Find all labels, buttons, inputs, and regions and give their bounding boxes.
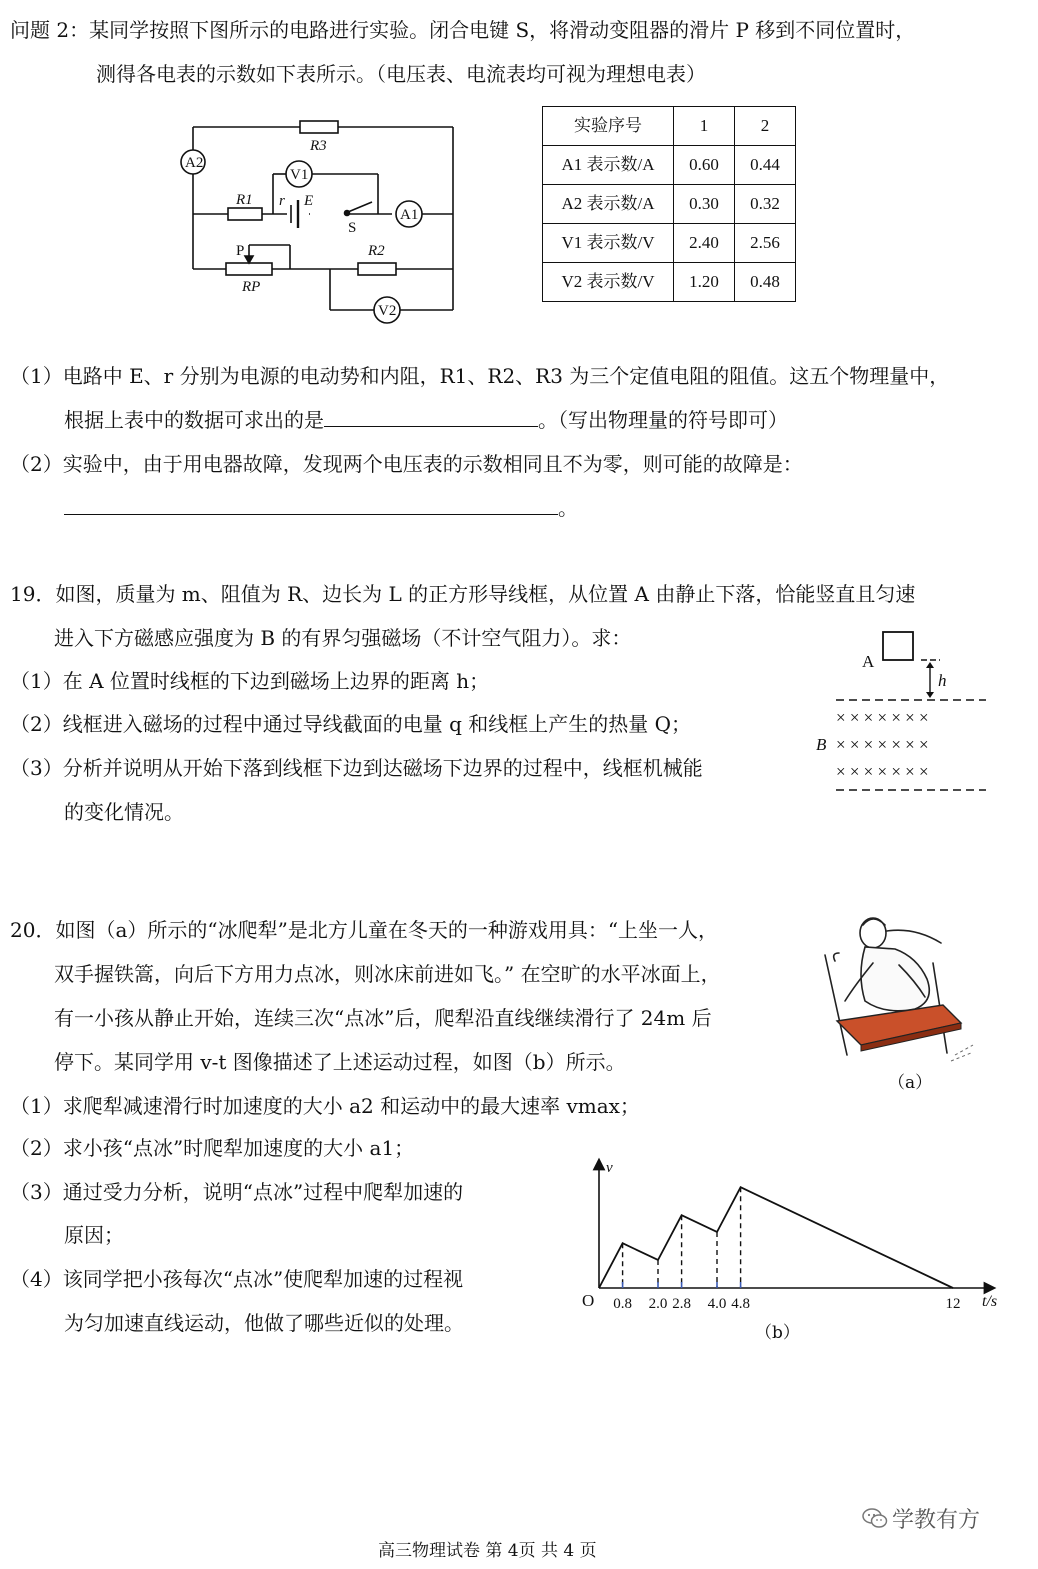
q19-line1: 19．如图，质量为 m、阻值为 R、边长为 L 的正方形导线框，从位置 A 由静止下落，恰能竖直且匀速 [10,582,916,606]
table-cell: 0.44 [735,146,796,185]
table-cell: V2 表示数/V [543,263,674,302]
origin-label: O [582,1291,595,1310]
circuit-diagram [170,105,480,330]
q19-line2: 进入下方磁感应强度为 B 的有界匀强磁场（不计空气阻力）。求： [54,626,632,650]
rheostat-rp [226,263,272,275]
page-footer: 高三物理试卷 第 4页 共 4 页 [378,1541,597,1561]
q20-line3: 有一小孩从静止开始，连续三次“点冰”后，爬犁沿直线继续滑行了 24m 后 [54,1006,712,1030]
label-rp: RP [242,279,261,295]
q20-line4: 停下。某同学用 v-t 图像描述了上述运动过程，如图（b）所示。 [54,1050,626,1074]
q2-sub2-line2 [64,496,578,520]
label-e: E [304,193,314,209]
q19-sub1: （1）在 A 位置时线框的下边到磁场上边界的距离 h； [10,669,490,693]
table-cell: 2.40 [674,224,735,263]
distance-h-label: h [938,671,947,690]
x-tick-label: 4.0 [707,1296,727,1312]
q19-sub3-line2: 的变化情况。 [64,800,184,824]
table-header-row [543,107,796,146]
field-cross-row: × × × × × × × [836,708,929,727]
label-v1: V1 [290,167,309,183]
q20-sub4-line1: （4）该同学把小孩每次“点冰”使爬犁加速的过程视 [10,1267,464,1291]
position-a-label: A [862,652,875,671]
table-cell: 0.32 [735,185,796,224]
q19-sub2: （2）线框进入磁场的过程中通过导线截面的电量 q 和线框上产生的热量 Q； [10,712,691,736]
q2-intro-line2: 测得各电表的示数如下表所示。（电压表、电流表均可视为理想电表） [96,62,706,86]
table-header-cell: 实验序号 [543,107,674,146]
x-tick-label: 4.8 [731,1296,750,1312]
q2-sub1-line1: （1）电路中 E、r 分别为电源的电动势和内阻，R1、R2、R3 为三个定值电阻的阻值。这五个物理量中， [10,364,950,388]
q20-sub3-line1: （3）通过受力分析，说明“点冰”过程中爬犁加速的 [10,1180,464,1204]
table-cell: A1 表示数/A [543,146,674,185]
wechat-icon [862,1507,886,1527]
table-row [543,146,796,185]
x-tick-label: 2.0 [648,1296,668,1312]
label-r: r [279,193,285,209]
label-v2: V2 [378,303,397,319]
x-axis-label: t/s [982,1293,998,1310]
label-r3: R3 [310,138,327,154]
q2-sub2-end: 。 [558,496,578,520]
table-cell: 1.20 [674,263,735,302]
table-cell: 0.48 [735,263,796,302]
x-tick-label: 0.8 [613,1296,632,1312]
label-a2: A2 [185,155,204,171]
label-r2: R2 [368,243,385,259]
q20-sub2: （2）求小孩“点冰”时爬犁加速度的大小 a1； [10,1136,415,1160]
field-cross-row: × × × × × × × [836,735,929,754]
watermark [862,1507,980,1534]
q2-sub1-suffix: 。（写出物理量的符号即可） [538,408,788,432]
x-tick-label: 12 [945,1296,961,1312]
figure-b-caption: （b） [755,1323,800,1343]
label-p: P [236,243,245,259]
meter-readings-table [542,106,796,302]
table-header-cell: 2 [735,107,796,146]
q2-sub1-text: 根据上表中的数据可求出的是 [64,408,324,432]
resistor-r1 [228,208,262,220]
label-s: S [348,220,357,236]
wire-frame-square [883,632,913,660]
q20-sub3-line2: 原因； [64,1223,124,1247]
q2-intro-line1: 问题 2：某同学按照下图所示的电路进行实验。闭合电键 S，将滑动变阻器的滑片 P 移到不同位置时， [10,18,916,42]
table-cell: V1 表示数/V [543,224,674,263]
watermark-text: 学教有方 [892,1508,981,1533]
field-cross-row: × × × × × × × [836,762,929,781]
q20-line1: 20．如图（a）所示的“冰爬犁”是北方儿童在冬天的一种游戏用具：“上坐一人， [10,918,719,942]
resistor-r2 [358,263,396,275]
velocity-series-line [599,1187,953,1288]
q20-sub1: （1）求爬犁减速滑行时加速度的大小 a2 和运动中的最大速率 vmax； [10,1094,640,1118]
table-cell: 0.30 [674,185,735,224]
y-axis-label: v [606,1160,613,1176]
figure-a-caption: （a） [888,1073,933,1093]
table-cell: 2.56 [735,224,796,263]
label-r1: R1 [236,192,253,208]
table-cell: A2 表示数/A [543,185,674,224]
label-a1: A1 [400,207,419,223]
resistor-r3 [300,121,338,133]
field-b-label: B [816,735,827,754]
answer-blank-1[interactable] [324,426,538,427]
table-row [543,224,796,263]
q2-sub2-line1: （2）实验中，由于用电器故障，发现两个电压表的示数相同且不为零，则可能的故障是： [10,452,803,476]
answer-blank-2[interactable] [64,514,558,515]
q2-sub1-line2 [64,408,788,432]
table-cell: 0.60 [674,146,735,185]
x-tick-label: 2.8 [672,1296,691,1312]
ice-sled-illustration [815,905,975,1067]
table-header-cell: 1 [674,107,735,146]
q19-sub3-line1: （3）分析并说明从开始下落到线框下边到达磁场下边界的过程中，线框机械能 [10,756,703,780]
q20-sub4-line2: 为匀加速直线运动，他做了哪些近似的处理。 [64,1311,464,1335]
table-row [543,263,796,302]
q20-line2: 双手握铁篙，向后下方用力点冰，则冰床前进如飞。” 在空旷的水平冰面上， [54,962,721,986]
velocity-time-chart [570,1152,1020,1317]
table-row [543,185,796,224]
magnetic-field-figure [808,624,998,794]
